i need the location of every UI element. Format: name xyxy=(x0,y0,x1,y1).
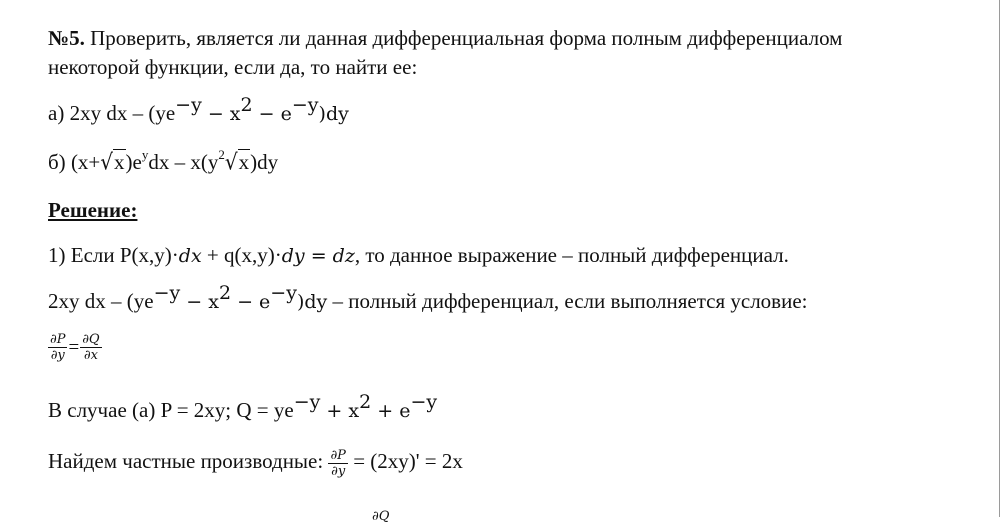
sqrt-x-1: √x xyxy=(100,148,125,176)
problem-statement-line-2 xyxy=(48,55,417,79)
solution-heading: Решение: xyxy=(48,198,138,222)
part-a-expr: 2xy dx – $(ye^{-y} - x^2 - e^{-y})dy$ xyxy=(69,94,349,125)
frac-dP-dy: $\frac{\partial P}{\partial y}$ xyxy=(50,332,66,363)
condition-line: 2xy dx – $(ye^{-y} - x^2 - e^{-y})dy$ – полный дифференциал, если выполняется условие: xyxy=(48,282,808,313)
part-a xyxy=(48,94,349,126)
problem-number: №5. xyxy=(48,26,85,50)
cut-off-fraction: ∂Q xyxy=(372,508,390,524)
problem-statement-line-1 xyxy=(48,26,842,50)
sqrt-x-2: √x xyxy=(224,148,250,176)
frac-dQ-dx: $\frac{\partial Q}{\partial x}$ xyxy=(82,332,100,363)
step-1: 1) Если P(x,y)·dx + q(x,y)·dy = dz, то данное выражение – полный дифференциал. xyxy=(48,243,789,267)
frac-dP-dy-2: $\frac{\partial P}{\partial y}$ xyxy=(330,447,346,479)
problem-text-1: Проверить, является ли данная дифференциальная форма полным дифференциалом xyxy=(90,26,843,50)
part-b: б) $(x+√x)e^ydx - x(y^2√x)dy$ xyxy=(48,147,279,176)
problem-text-2: некоторой функции, если да, то найти ее: xyxy=(48,55,418,79)
part-b-label: б) xyxy=(48,150,66,174)
case-a-line: В случае (а) P = 2xy; $Q = ye^{-y} + x^2 + e^{-y}$ xyxy=(48,391,438,422)
partial-equality: $\frac{\partial P}{\partial y}$ = $\frac{\partial Q}{\partial x}$ xyxy=(50,332,100,363)
part-a-label: а) xyxy=(48,101,65,125)
partials-line: Найдем частные производные: $\frac{\partial P}{\partial y}$ = (2xy)' = 2x xyxy=(48,447,463,479)
